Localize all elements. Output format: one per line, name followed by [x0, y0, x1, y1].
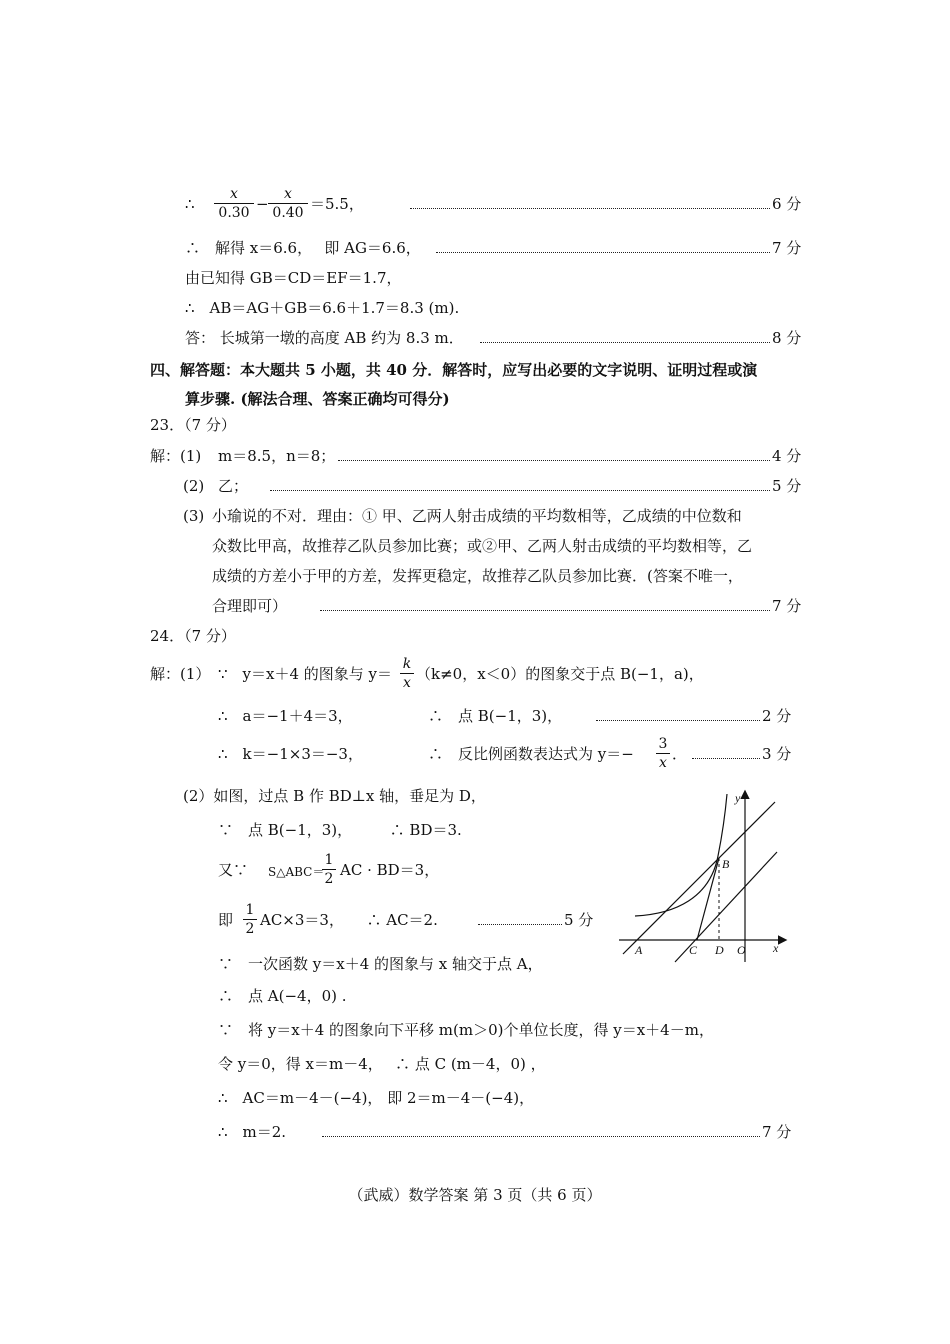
q24-frac-k-num: k: [402, 656, 412, 672]
section4-title-line1: 四、解答题：本大题共 5 小题，共 40 分．解答时，应写出必要的文字说明、证明过程或演: [150, 361, 758, 379]
q23-p1-label: 解：(1): [150, 447, 202, 465]
q24-frac-half-1-num: 1: [324, 852, 334, 868]
q23-p1-text: m＝8.5，n＝8；: [218, 447, 336, 465]
q24-p2-l10: ∴ m＝2.: [218, 1123, 287, 1141]
label-x: x: [773, 941, 779, 955]
q24-frac-k-over-x: [400, 656, 414, 691]
q23-score-7: 7 分: [772, 597, 802, 615]
label-a: A: [635, 943, 643, 957]
q22-line1-minus: −: [256, 195, 269, 213]
q22-fraction-2: [268, 186, 308, 221]
leader-dots: [436, 252, 770, 253]
q24-score-2: 2 分: [762, 707, 792, 725]
q24-p1-l3-a: ∴ k＝−1×3＝−3，: [218, 745, 363, 763]
leader-dots: [320, 610, 770, 611]
section4-title-line2: 算步骤. (解法合理、答案正确均可得分): [185, 390, 450, 408]
q22-line2: ∴ 解得 x＝6.6， 即 AG＝6.6，: [185, 239, 421, 257]
q23-p2-label: (2): [183, 477, 205, 495]
q24-frac-half-1-den: 2: [324, 871, 334, 887]
q22-line1-result: ＝5.5，: [310, 195, 364, 213]
q24-frac-3-over-x: [656, 736, 670, 771]
q23-score-4: 4 分: [772, 447, 802, 465]
page-footer: （武威）数学答案 第 3 页（共 6 页）: [348, 1186, 602, 1204]
leader-dots: [596, 720, 760, 721]
q24-p2-l3-a: 又∵: [218, 861, 249, 879]
q24-score-3: 3 分: [762, 745, 792, 763]
q24-p2-l6: ∴ 点 A(−4，0) .: [218, 987, 347, 1005]
q24-p1-l3-b: ∴ 反比例函数表达式为 y＝−: [428, 745, 634, 763]
q22-line3: 由已知得 GB＝CD＝EF＝1.7，: [185, 269, 402, 287]
q22-score-7: 7 分: [772, 239, 802, 257]
q24-score-5: 5 分: [564, 911, 594, 929]
q24-frac-half-1: [322, 852, 336, 887]
q24-p1-l3-c: ．: [672, 745, 688, 763]
q24-frac-half-2-den: 2: [245, 921, 255, 937]
q24-frac-k-den: x: [403, 675, 411, 691]
leader-dots: [410, 208, 770, 209]
q24-p1-label: 解：(1）: [150, 665, 211, 683]
leader-dots: [480, 342, 770, 343]
leader-dots: [338, 460, 770, 461]
label-d: D: [715, 943, 724, 957]
q24-frac-3-den: x: [659, 755, 667, 771]
q23-p3-line2: 众数比甲高，故推荐乙队员参加比赛；或②甲、乙两人射击成绩的平均数相等，乙: [212, 537, 753, 555]
q22-frac1-num: x: [230, 186, 238, 202]
q23-header: 23．（7 分）: [150, 416, 236, 434]
q22-answer: 答： 长城第一墩的高度 AB 约为 8.3 m．: [185, 329, 464, 347]
segment-bc: [697, 858, 719, 940]
q24-p2-l4-b: AC×3＝3， ∴ AC＝2.: [260, 911, 438, 929]
q22-line1-therefore: ∴: [185, 195, 195, 213]
q22-fraction-1: [214, 186, 254, 221]
leader-dots: [692, 758, 760, 759]
q24-score-7: 7 分: [762, 1123, 792, 1141]
q22-frac2-den: 0.40: [272, 205, 304, 221]
q24-p2-l7: ∵ 将 y＝x＋4 的图象向下平移 m(m＞0)个单位长度，得 y＝x＋4－m，: [218, 1021, 714, 1039]
label-y: y: [735, 791, 741, 805]
q23-p3-line1: 小瑜说的不对．理由：① 甲、乙两人射击成绩的平均数相等，乙成绩的中位数和: [212, 507, 742, 525]
hyperbola-curve: [635, 794, 727, 916]
leader-dots: [322, 1136, 760, 1137]
q24-p2-l3-s: S△ABC＝: [268, 865, 325, 879]
label-o: O: [737, 943, 746, 957]
q24-p1-l1-b: （k≠0，x＜0）的图象交于点 B(−1，a)，: [416, 665, 704, 683]
q23-p3-label: (3): [183, 507, 205, 525]
q24-p2-l3-b: AC · BD＝3，: [340, 861, 440, 879]
q24-p1-l2-b: ∴ 点 B(−1，3)，: [428, 707, 563, 725]
q22-frac2-num: x: [284, 186, 292, 202]
q24-p1-l2-a: ∴ a＝−1＋4＝3，: [218, 707, 353, 725]
q23-p3-line3: 成绩的方差小于甲的方差，发挥更稳定，故推荐乙队员参加比赛．(答案不唯一，: [212, 567, 743, 585]
q24-frac-3-num: 3: [658, 736, 668, 752]
q24-p2-l9: ∴ AC＝m－4－(−4)， 即 2＝m－4－(−4)，: [218, 1089, 535, 1107]
leader-dots: [270, 490, 770, 491]
q23-score-5: 5 分: [772, 477, 802, 495]
leader-dots: [478, 924, 562, 925]
label-b: B: [722, 857, 730, 871]
function-graph-figure: [615, 786, 795, 966]
q24-frac-half-2: [243, 902, 257, 937]
q22-line4: ∴ AB＝AG＋GB＝6.6＋1.7＝8.3 (m).: [185, 299, 460, 317]
q24-p2-l1: (2）如图，过点 B 作 BD⊥x 轴，垂足为 D，: [183, 787, 486, 805]
label-c: C: [689, 943, 698, 957]
q23-p2-text: 乙；: [218, 477, 249, 495]
q24-p2-l8: 令 y＝0，得 x＝m－4， ∴ 点 C (m－4，0) ，: [218, 1055, 546, 1073]
q22-frac1-den: 0.30: [218, 205, 250, 221]
q24-p2-l5: ∵ 一次函数 y＝x＋4 的图象与 x 轴交于点 A，: [218, 955, 543, 973]
q22-score-6: 6 分: [772, 195, 802, 213]
q24-frac-half-2-num: 1: [245, 902, 255, 918]
q24-header: 24．（7 分）: [150, 627, 236, 645]
q22-score-8: 8 分: [772, 329, 802, 347]
q24-p1-l1-a: ∵ y＝x＋4 的图象与 y＝: [218, 665, 393, 683]
q23-p3-line4: 合理即可）: [212, 597, 288, 615]
q24-p2-l4-a: 即: [218, 911, 234, 929]
q24-p2-l2: ∵ 点 B(−1，3)， ∴ BD＝3.: [218, 821, 462, 839]
